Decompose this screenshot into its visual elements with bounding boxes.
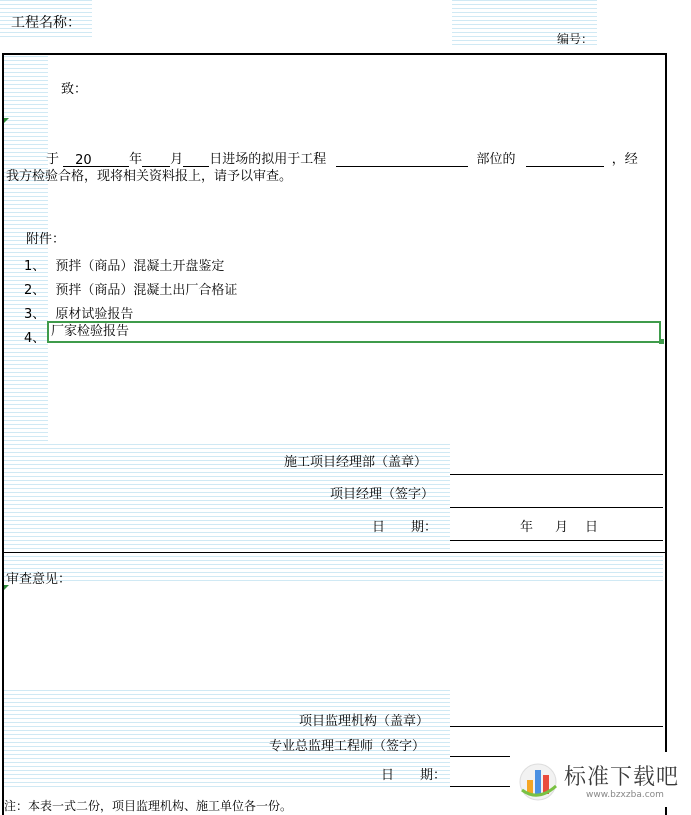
attachments-label: 附件： [26,232,66,247]
signature-line [450,726,663,727]
attachment-num: 2、 [24,283,46,298]
signature-line [450,540,663,541]
jing-text: ，经 [611,152,638,167]
signature-line [450,474,663,475]
review-grid-top [4,556,663,582]
part-text: 部位的 [476,152,516,167]
project-field[interactable] [336,152,468,167]
attachment-item [24,255,224,274]
chief-engineer-label: 专业总监理工程师（签字） [269,739,426,754]
watermark-url: www.bzxzba.com [586,790,664,800]
attachment-item [24,279,237,298]
watermark-logo [510,752,691,807]
month-text: 月 [170,152,184,167]
contractor-dept-label: 施工项目经理部（盖章） [284,455,428,470]
attachment-item [24,303,133,322]
year-value: 20 [75,153,92,168]
selection-handle[interactable] [659,339,664,344]
left-grid-strip [4,56,48,444]
signature-line [450,507,663,508]
supervision-org-label: 项目监理机构（盖章） [299,714,430,729]
yu-text: 于 [46,152,60,167]
year-text: 年 [129,152,143,167]
cell-marker [4,118,9,123]
attachment-num: 1、 [24,259,46,274]
manager-label: 项目经理（签字） [330,487,435,502]
review-date-label: 日 期： [381,768,447,783]
section-divider [2,552,665,553]
selected-cell[interactable] [47,321,661,343]
part-field[interactable] [526,152,604,167]
to-label: 致： [61,82,88,97]
watermark-title: 标准下载吧 [564,765,680,790]
footer-note: 注：本表一式二份，项目监理机构、施工单位各一份。 [4,799,293,813]
project-name-label: 工程名称： [11,15,81,31]
contractor-date-month: 月 [555,520,569,535]
day-text: 日进场的拟用于工程 [209,152,327,167]
attachment-num: 3、 [24,307,46,322]
contractor-date-year: 年 [520,520,534,535]
number-label: 编号： [557,32,594,46]
attachment-item [24,327,45,346]
contractor-date-day: 日 [585,520,599,535]
bar-chart-logo-icon [514,756,562,804]
contractor-date-label: 日 期： [372,520,438,535]
attachment-text: 原材试验报告 [55,307,134,322]
attachment-text: 预拌（商品）混凝土出厂合格证 [55,283,238,298]
review-label: 审查意见： [6,572,72,587]
attachment-text: 厂家检验报告 [51,324,130,339]
attachment-text: 预拌（商品）混凝土开盘鉴定 [55,259,225,274]
letter-line-2: 我方检验合格，现将相关资料报上，请予以审查。 [6,169,293,184]
attachment-num: 4、 [24,331,46,346]
